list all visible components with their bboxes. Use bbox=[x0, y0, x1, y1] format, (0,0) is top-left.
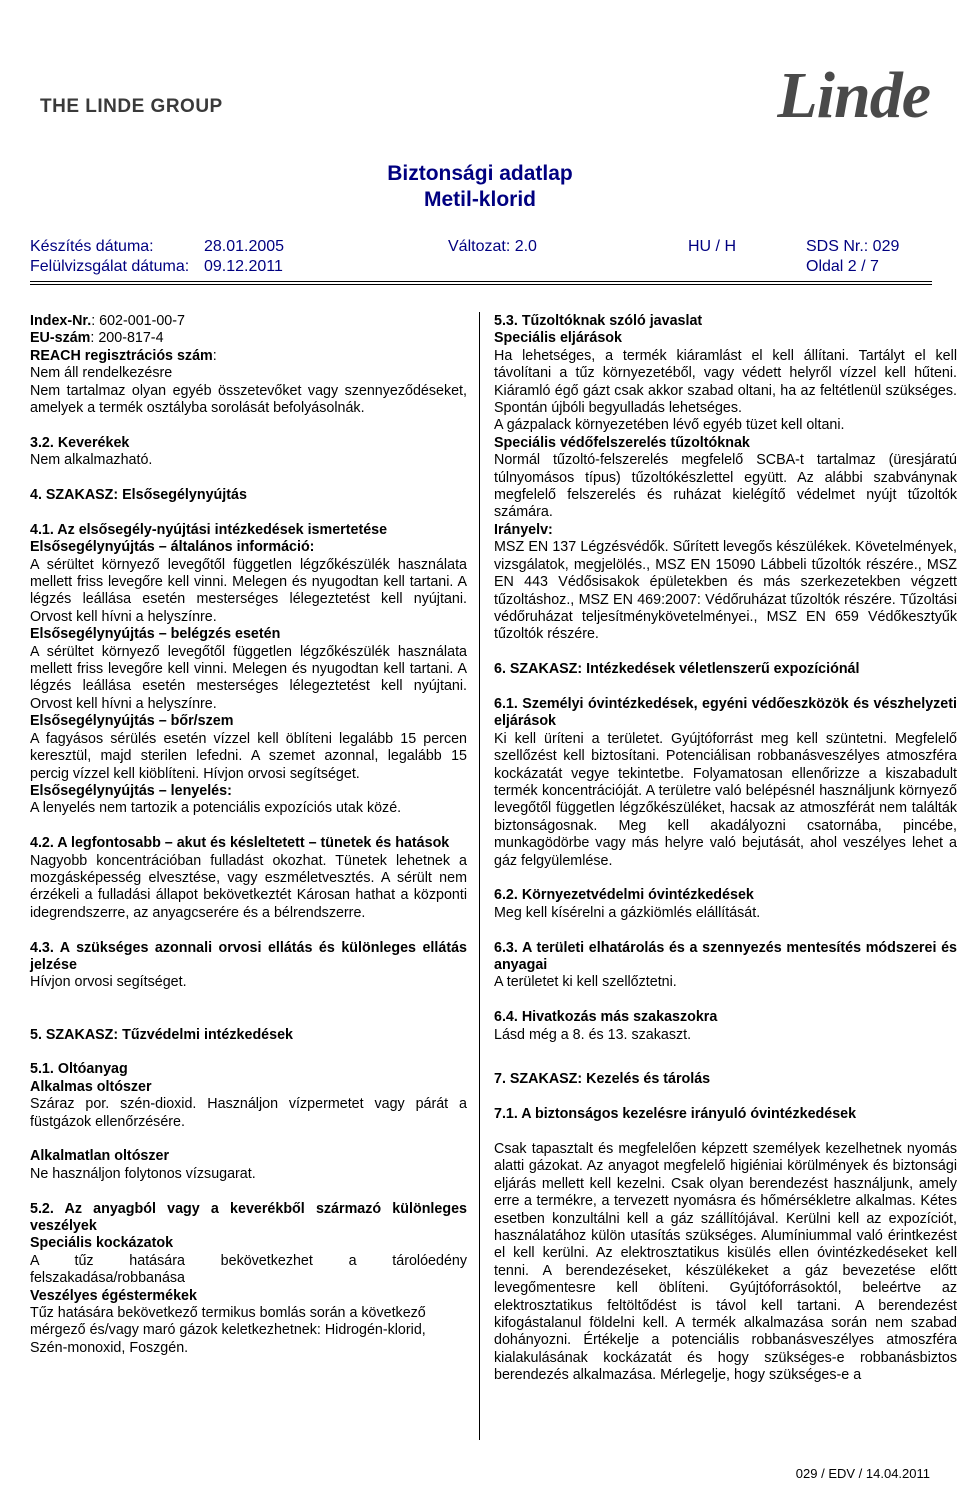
section-5-1-heading: 5.1. Oltóanyag bbox=[30, 1061, 128, 1078]
reach-colon: : bbox=[212, 347, 217, 364]
firefighter-ppe-heading: Speciális védőfelszerelés tűzoltóknak bbox=[494, 434, 750, 451]
first-aid-ingestion-heading: Elsősegélynyújtás – lenyelés: bbox=[30, 782, 232, 799]
special-procedures-text-2: A gázpalack környezetében lévő egyéb tüzet kell oltani. bbox=[494, 417, 845, 434]
section-6-3-text: A területet ki kell szellőztetni. bbox=[494, 974, 677, 991]
section-6-2-text: Meg kell kísérelni a gázkiömlés elállítását. bbox=[494, 904, 761, 921]
footer-code: 029 / EDV / 14.04.2011 bbox=[795, 1466, 930, 1481]
linde-logo: Linde bbox=[777, 59, 930, 132]
guideline-heading: Irányelv: bbox=[494, 521, 553, 538]
section-4-2-heading: 4.2. A legfontosabb – akut és késleltetett – tünetek és hatások bbox=[30, 835, 450, 852]
section-6-1-heading: 6.1. Személyi óvintézkedések, egyéni védőeszközök és vészhelyzeti eljárások bbox=[494, 695, 957, 730]
section-3-2-text: Nem alkalmazható. bbox=[30, 452, 153, 469]
section-6-2-heading: 6.2. Környezetvédelmi óvintézkedések bbox=[494, 887, 754, 904]
document-title: Biztonsági adatlap bbox=[387, 162, 573, 185]
section-4-1-heading: 4.1. Az elsősegély-nyújtási intézkedések ismertetése bbox=[30, 521, 388, 538]
created-value: 28.01.2005 bbox=[204, 238, 285, 255]
section-6-heading: 6. SZAKASZ: Intézkedések véletlenszerű expozíciónál bbox=[494, 661, 860, 678]
special-procedures-heading: Speciális eljárások bbox=[494, 330, 622, 347]
revised-label: Felülvizsgálat dátuma: bbox=[30, 258, 190, 275]
section-6-4-heading: 6.4. Hivatkozás más szakaszokra bbox=[494, 1009, 718, 1026]
index-label: Index-Nr. bbox=[30, 313, 92, 329]
header-rule-2 bbox=[30, 284, 932, 285]
locale-text: HU / H bbox=[688, 238, 736, 255]
suitable-media-text: Száraz por. szén-dioxid. Használjon vízpermetet vagy párát a füstgázok ellenőrzésére. bbox=[30, 1096, 467, 1130]
section-3-2-heading: 3.2. Keverékek bbox=[30, 434, 130, 451]
section-5-heading: 5. SZAKASZ: Tűzvédelmi intézkedések bbox=[30, 1026, 293, 1043]
reach-line bbox=[30, 348, 467, 365]
first-aid-skin-text: A fagyásos sérülés esetén vízzel kell öblíteni legalább 15 percen keresztül, majd sterilen lefedni. A szemet azonnal, legalább 15 percig vízzel kell kiöblíteni. Hívjon orvosi segítséget. bbox=[30, 730, 467, 782]
firefighter-ppe-text: Normál tűzoltó-felszerelés megfelelő SCBA-t tartalmaz (üresjáratú túlnyomásos típus) tűzoltókészlettel együtt. Az alábbi szabványnak megfelelő felszerelés és ruházat kielégítő védelmet nyújt tűzoltók számára. bbox=[494, 452, 957, 521]
special-risks-text: A tűz hatására bekövetkezhet a tárolóedény felszakadása/robbanása bbox=[30, 1252, 467, 1287]
section-7-1-text: Csak tapasztalt és megfelelően képzett személyek kezelhetnek nyomás alatti gázokat. Az anyagot megfelelő higiéniai körülmények és biztonsági eljárás mellett kell kezelni. Csak olyan berendezést használjunk, amely erre a termékre, a tervezett nyomásra és hőmérsékletre alkalmas. Kétes esetben konzultálni kell a gáz szállítójával. Kerülni kell az expozíciót, használatához külön utasítás szükséges. Alumíniummal való érintkezést el kell kerülni. Az elektrosztatikus kisülés ellen óvintézkedéseket kell tenni. A berendezéseket, készülékeket a gáz bevezetése előtt levegőmentesre kell öblíteni. Gyújtóforrásoktól, beleértve az elektrosztatikus feltöltődést is távol kell tartani. A berendezést kifogástalanul földelni kell. A termék alkalmazása során nem szabad dohányozni. Értékelje a potenciális robbanásveszélyes atmoszféra kialakulásának kockázatát és hogy szükséges-e robbanásbiztos berendezés alkalmazása. Mérlegelje, hogy szükséges-e a bbox=[494, 1140, 957, 1384]
section-4-3-heading: 4.3. A szükséges azonnali orvosi ellátás és különleges ellátás jelzése bbox=[30, 939, 467, 973]
section-6-3-heading: 6.3. A területi elhatárolás és a szennyezés mentesítés módszerei és anyagai bbox=[494, 939, 957, 973]
right-column bbox=[494, 313, 957, 1385]
unsuitable-media-text: Ne használjon folytonos vízsugarat. bbox=[30, 1165, 256, 1182]
reach-label: REACH regisztrációs szám bbox=[30, 347, 213, 364]
first-aid-general-text: A sérültet környező levegőtől független légzőkészülék használata mellett friss levegőre kell vinni. Melegen és nyugodtan kell tartani. A légzés leállása esetén mesterséges lélegeztetést kell nyújtani. Orvost kell hívni a helyszínre. bbox=[30, 556, 467, 625]
company-logo-text: THE LINDE GROUP bbox=[40, 96, 223, 117]
special-procedures-text: Ha lehetséges, a termék kiáramlást el kell állítani. Tartályt el kell távolítani a tűz környezetéből, vagy védett helyről vízzel kell hűteni. Kiáramló égő gázt csak akkor szabad oltani, ha az feltétlenül szükséges. Spontán újbóli begyulladás lehetséges. bbox=[494, 347, 957, 417]
page-number: Oldal 2 / 7 bbox=[806, 258, 879, 275]
suitable-media-heading: Alkalmas oltószer bbox=[30, 1078, 152, 1095]
section-4-2-text: Nagyobb koncentrációban fulladást okozhat. Tünetek lehetnek a mozgásképesség elvesztése, vagy eszméletvesztés. A sérült nem érzékeli a fulladási állapot bekövetkeztét Károsan hathat a központi idegrendszerre, az anyagcserére és a bélrendszerre. bbox=[30, 852, 467, 921]
eu-line bbox=[30, 330, 467, 347]
index-line bbox=[30, 313, 467, 330]
first-aid-inhalation-heading: Elsősegélynyújtás – belégzés esetén bbox=[30, 626, 281, 643]
section-6-4-text: Lásd még a 8. és 13. szakaszt. bbox=[494, 1026, 692, 1043]
hazardous-products-text: Tűz hatására bekövetkező termikus bomlás során a következő mérgező és/vagy maró gázok keletkezhetnek: Hidrogén-klorid, Szén-monoxid, Foszgén. bbox=[30, 1305, 426, 1356]
guideline-text: MSZ EN 137 Légzésvédők. Sűrített levegős készülékek. Követelmények, vizsgálatok, megjelölés., MSZ EN 15090 Lábbeli tűzoltók részére., MSZ EN 443 Védősisakok épületekben és más szerkezetekben végzett tűzoltáshoz., MSZ EN 469:2007: Védőruházat tűzoltók részére. Tűzoltási védőruházat teljesítménykövetelményei., MSZ EN 659 Védőkesztyűk tűzoltók részére. bbox=[494, 539, 957, 643]
first-aid-skin-heading: Elsősegélynyújtás – bőr/szem bbox=[30, 713, 234, 730]
section-4-heading: 4. SZAKASZ: Elsősegélynyújtás bbox=[30, 487, 247, 504]
header-rule-1 bbox=[30, 281, 932, 282]
unsuitable-media-heading: Alkalmatlan oltószer bbox=[30, 1148, 170, 1165]
impurity-text: Nem tartalmaz olyan egyéb összetevőket vagy szennyeződéseket, amelyek a termék osztályba sorolását befolyásolnák. bbox=[30, 382, 467, 417]
section-7-heading: 7. SZAKASZ: Kezelés és tárolás bbox=[494, 1071, 711, 1088]
version-text: Változat: 2.0 bbox=[448, 238, 537, 255]
eu-label: EU-szám bbox=[30, 330, 91, 347]
first-aid-ingestion-text: A lenyelés nem tartozik a potenciális expozíciós utak közé. bbox=[30, 800, 402, 817]
hazardous-products-heading: Veszélyes égéstermékek bbox=[30, 1287, 197, 1304]
eu-value: : 200-817-4 bbox=[90, 330, 164, 347]
section-6-1-text: Ki kell üríteni a területet. Gyújtóforrást meg kell szüntetni. Megfelelő szellőzést kell biztosítani. Potenciálisan robbanásveszélyes atmoszféra kockázatát vegye tekintetbe. Folyamatosan ellenőrizze a kiszabadult termék koncentrációját. A területre való belépésnél használjunk környező levegőtől független légzőkészüléket, hacsak az atmoszférát nem találták biztonságosnak. Meg kell akadályozni csatornába, pincébe, munkagödörbe vagy más helyre való bejutását, ahol veszélyes lehet a gáz felgyülemlése. bbox=[494, 730, 957, 869]
created-label: Készítés dátuma: bbox=[30, 238, 154, 255]
section-4-3-text: Hívjon orvosi segítséget. bbox=[30, 974, 187, 991]
section-7-1-heading: 7.1. A biztonságos kezelésre irányuló óvintézkedések bbox=[494, 1106, 857, 1123]
index-value: : 602-001-00-7 bbox=[91, 313, 185, 329]
column-divider bbox=[479, 312, 480, 1440]
document-subtitle: Metil-klorid bbox=[423, 188, 536, 211]
special-risks-heading: Speciális kockázatok bbox=[30, 1235, 174, 1252]
section-5-2-heading: 5.2. Az anyagból vagy a keverékből származó különleges veszélyek bbox=[30, 1200, 467, 1234]
sds-number: SDS Nr.: 029 bbox=[806, 238, 900, 255]
left-column bbox=[30, 313, 467, 1357]
first-aid-inhalation-text: A sérültet környező levegőtől független légzőkészülék használata mellett friss levegőre kell vinni. Melegen és nyugodtan kell tartani. A légzés leállása esetén mesterséges lélegeztetést kell nyújtani. Orvost kell hívni a helyszínre. bbox=[30, 643, 467, 712]
first-aid-general-heading: Elsősegélynyújtás – általános információ: bbox=[30, 539, 315, 556]
section-5-3-heading: 5.3. Tűzoltóknak szóló javaslat bbox=[494, 313, 703, 329]
revised-value: 09.12.2011 bbox=[204, 258, 283, 275]
reach-value: Nem áll rendelkezésre bbox=[30, 365, 173, 382]
